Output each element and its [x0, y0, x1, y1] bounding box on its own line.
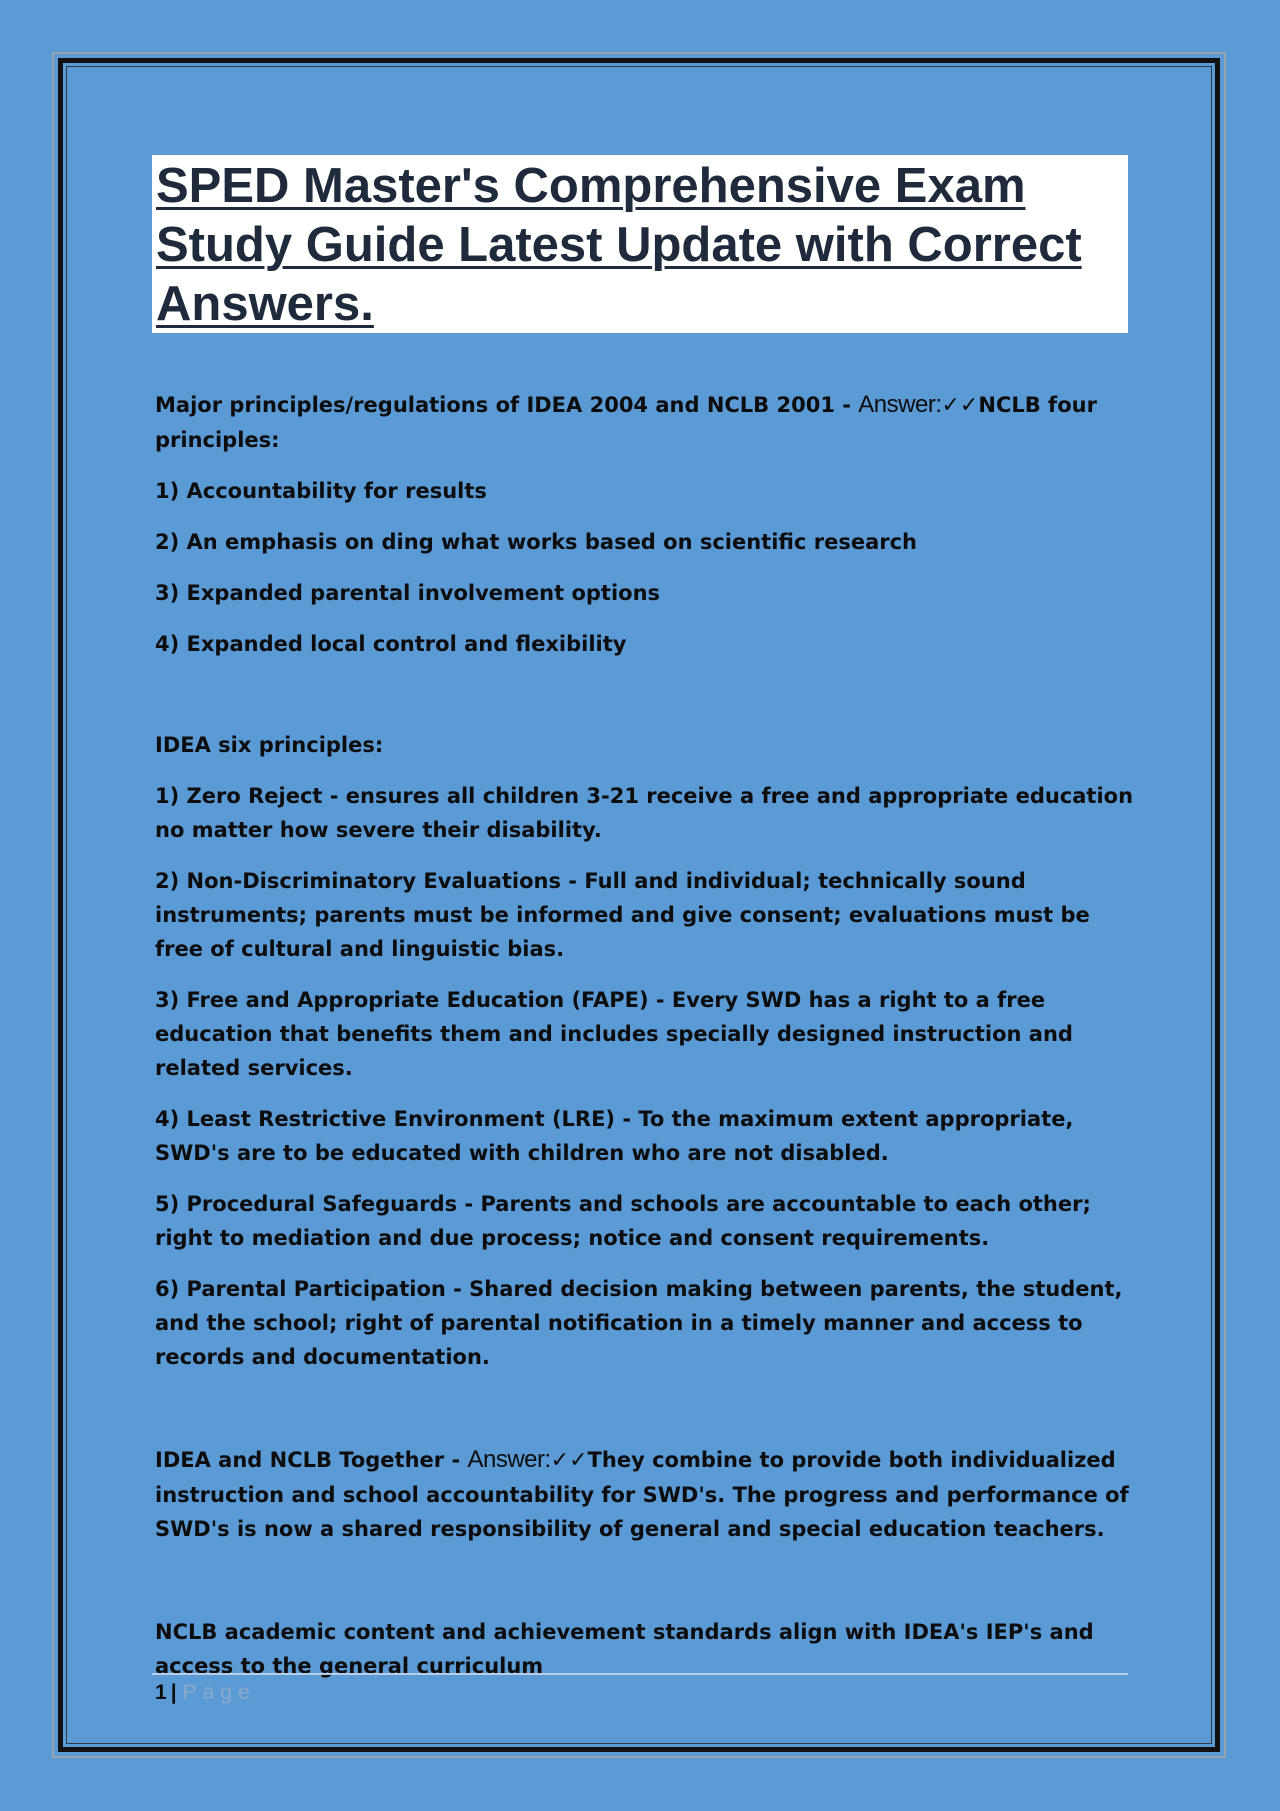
double-check-icon: ✓✓ — [941, 393, 979, 418]
list-item: 1) Zero Reject - ensures all children 3-21 receive a free and appropriate education no matter how severe their disability. — [155, 784, 1134, 842]
list-item: 4) Expanded local control and flexibility — [155, 632, 627, 656]
paragraph-standards: NCLB academic content and achievement standards align with IDEA's IEP's and access to the general curriculum — [155, 1620, 1094, 1678]
list-item: 6) Parental Participation - Shared decision making between parents, the student, and the school; right of parental notification in a timely manner and access to records and documentation. — [155, 1277, 1123, 1369]
title-box — [152, 155, 1128, 333]
double-check-icon: ✓✓ — [550, 1448, 588, 1473]
page-separator: | — [170, 1681, 177, 1704]
question-idea-nclb-principles — [155, 388, 1135, 457]
footer-divider — [152, 1673, 1128, 1675]
list-item: 3) Expanded parental involvement options — [155, 581, 661, 605]
page-footer — [155, 1679, 256, 1707]
list-item: 1) Accountability for results — [155, 479, 487, 503]
section-heading: IDEA six principles: — [155, 733, 384, 757]
spacer — [155, 678, 1135, 728]
list-item: 2) Non-Discriminatory Evaluations - Full and individual; technically sound instruments; parents must be informed and give consent; evaluations must be free of cultural and linguistic bias. — [155, 869, 1090, 961]
page-number: 1 — [155, 1681, 167, 1704]
list-item: 4) Least Restrictive Environment (LRE) - To the maximum extent appropriate, SWD's are to be educated with children who are not disabled. — [155, 1107, 1074, 1165]
spacer — [155, 1563, 1135, 1615]
list-item: 2) An emphasis on ding what works based on scientific research — [155, 530, 918, 554]
list-item: 5) Procedural Safeguards - Parents and schools are accountable to each other; right to mediation and due process; notice and consent requirements. — [155, 1192, 1091, 1250]
question-text: Major principles/regulations of IDEA 2004 and NCLB 2001 - — [155, 393, 859, 417]
document-body — [155, 388, 1135, 1700]
question-text: IDEA and NCLB Together - — [155, 1448, 468, 1472]
answer-label: Answer: — [858, 391, 942, 418]
spacer — [155, 1391, 1135, 1443]
answer-text: They combine to provide both individualized instruction and school accountability for SWD's. The progress and performance of SWD's is now a shared responsibility of general and special education teachers. — [155, 1448, 1129, 1541]
answer-text: NCLB four principles: — [155, 393, 1097, 452]
page-label: Page — [182, 1681, 256, 1704]
document-title: SPED Master's Comprehensive Exam Study Guide Latest Update with Correct Answers. — [156, 159, 1082, 331]
answer-label: Answer: — [467, 1446, 551, 1473]
list-item: 3) Free and Appropriate Education (FAPE) - Every SWD has a right to a free education that benefits them and includes specially designed instruction and related services. — [155, 988, 1073, 1080]
question-idea-nclb-together — [155, 1443, 1135, 1546]
